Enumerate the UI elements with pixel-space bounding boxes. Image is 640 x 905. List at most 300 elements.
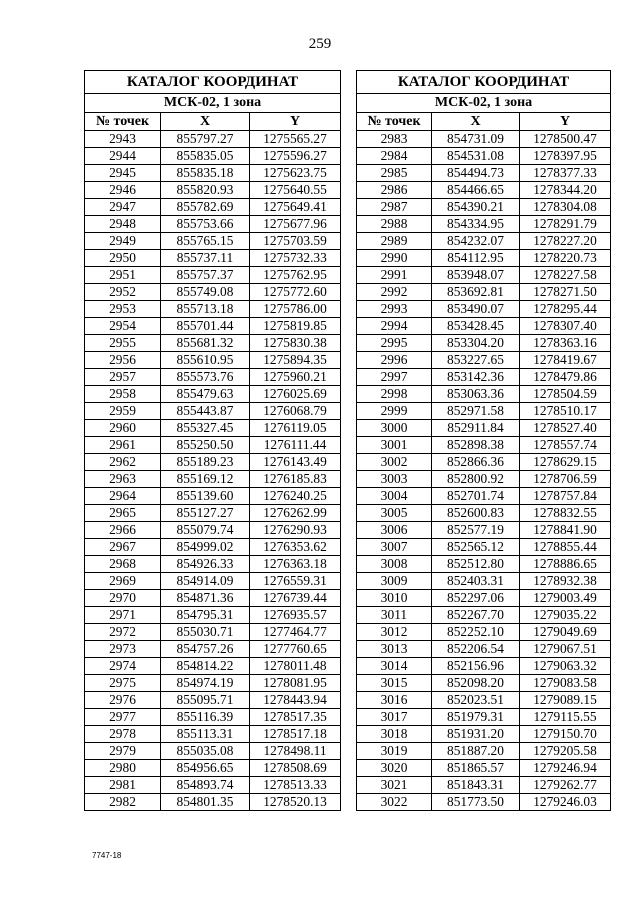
point-number-cell: 3002 <box>357 454 432 471</box>
x-coordinate-cell: 852701.74 <box>432 488 520 505</box>
point-number-cell: 2955 <box>85 335 161 352</box>
y-coordinate-cell: 1279063.32 <box>520 658 611 675</box>
y-coordinate-cell: 1276363.18 <box>250 556 341 573</box>
point-number-cell: 2956 <box>85 352 161 369</box>
x-coordinate-cell: 855095.71 <box>161 692 250 709</box>
point-number-cell: 3001 <box>357 437 432 454</box>
x-coordinate-cell: 855713.18 <box>161 301 250 318</box>
x-coordinate-cell: 852577.19 <box>432 522 520 539</box>
y-coordinate-cell: 1276068.79 <box>250 403 341 420</box>
coordinate-catalog-table-right <box>356 70 611 811</box>
table-row <box>85 726 341 743</box>
x-coordinate-cell: 854466.65 <box>432 182 520 199</box>
x-coordinate-cell: 855030.71 <box>161 624 250 641</box>
x-coordinate-cell: 855820.93 <box>161 182 250 199</box>
point-number-cell: 2980 <box>85 760 161 777</box>
table-row <box>357 471 611 488</box>
table-row <box>85 539 341 556</box>
table-row <box>357 454 611 471</box>
y-coordinate-cell: 1279035.22 <box>520 607 611 624</box>
y-coordinate-cell: 1278527.40 <box>520 420 611 437</box>
point-number-cell: 2969 <box>85 573 161 590</box>
table-row <box>357 522 611 539</box>
point-number-cell: 2979 <box>85 743 161 760</box>
point-number-cell: 2993 <box>357 301 432 318</box>
y-coordinate-cell: 1278508.69 <box>250 760 341 777</box>
x-coordinate-cell: 852156.96 <box>432 658 520 675</box>
y-coordinate-cell: 1279246.94 <box>520 760 611 777</box>
x-coordinate-cell: 855079.74 <box>161 522 250 539</box>
table-row <box>357 505 611 522</box>
table-row <box>357 131 611 148</box>
table-row <box>357 369 611 386</box>
y-coordinate-cell: 1275565.27 <box>250 131 341 148</box>
y-coordinate-cell: 1278932.38 <box>520 573 611 590</box>
table-row <box>357 743 611 760</box>
point-number-cell: 2965 <box>85 505 161 522</box>
point-number-cell: 3020 <box>357 760 432 777</box>
table-row <box>85 573 341 590</box>
table-row <box>85 794 341 811</box>
y-coordinate-cell: 1278855.44 <box>520 539 611 556</box>
y-coordinate-cell: 1278479.86 <box>520 369 611 386</box>
y-coordinate-cell: 1278307.40 <box>520 318 611 335</box>
table-row <box>357 182 611 199</box>
point-number-cell: 2959 <box>85 403 161 420</box>
x-coordinate-cell: 852600.83 <box>432 505 520 522</box>
y-coordinate-cell: 1275649.41 <box>250 199 341 216</box>
point-number-cell: 2973 <box>85 641 161 658</box>
y-coordinate-cell: 1275596.27 <box>250 148 341 165</box>
point-number-cell: 2983 <box>357 131 432 148</box>
y-coordinate-cell: 1275703.59 <box>250 233 341 250</box>
x-coordinate-cell: 851979.31 <box>432 709 520 726</box>
y-coordinate-cell: 1275677.96 <box>250 216 341 233</box>
x-coordinate-cell: 851887.20 <box>432 743 520 760</box>
page-number: 259 <box>308 36 332 52</box>
table-row <box>85 369 341 386</box>
point-number-cell: 3003 <box>357 471 432 488</box>
x-coordinate-cell: 855765.15 <box>161 233 250 250</box>
y-coordinate-cell: 1279262.77 <box>520 777 611 794</box>
column-header-y: Y <box>520 113 611 131</box>
x-coordinate-cell: 851931.20 <box>432 726 520 743</box>
table-row <box>357 267 611 284</box>
table-row <box>357 760 611 777</box>
point-number-cell: 2958 <box>85 386 161 403</box>
table-row <box>85 250 341 267</box>
y-coordinate-cell: 1279003.49 <box>520 590 611 607</box>
y-coordinate-cell: 1275772.60 <box>250 284 341 301</box>
table-row <box>357 692 611 709</box>
table-row <box>85 233 341 250</box>
point-number-cell: 2953 <box>85 301 161 318</box>
x-coordinate-cell: 854795.31 <box>161 607 250 624</box>
point-number-cell: 2998 <box>357 386 432 403</box>
point-number-cell: 2952 <box>85 284 161 301</box>
table-row <box>85 165 341 182</box>
table-row <box>357 352 611 369</box>
y-coordinate-cell: 1276119.05 <box>250 420 341 437</box>
y-coordinate-cell: 1278304.08 <box>520 199 611 216</box>
y-coordinate-cell: 1275762.95 <box>250 267 341 284</box>
x-coordinate-cell: 855035.08 <box>161 743 250 760</box>
x-coordinate-cell: 855250.50 <box>161 437 250 454</box>
point-number-cell: 2948 <box>85 216 161 233</box>
y-coordinate-cell: 1276111.44 <box>250 437 341 454</box>
point-number-cell: 2996 <box>357 352 432 369</box>
catalog-subtitle: МСК-02, 1 зона <box>85 94 341 113</box>
x-coordinate-cell: 855573.76 <box>161 369 250 386</box>
point-number-cell: 2986 <box>357 182 432 199</box>
table-row <box>357 539 611 556</box>
point-number-cell: 3014 <box>357 658 432 675</box>
point-number-cell: 2970 <box>85 590 161 607</box>
point-number-cell: 3012 <box>357 624 432 641</box>
x-coordinate-cell: 853227.65 <box>432 352 520 369</box>
x-coordinate-cell: 854390.21 <box>432 199 520 216</box>
x-coordinate-cell: 855610.95 <box>161 352 250 369</box>
x-coordinate-cell: 855835.05 <box>161 148 250 165</box>
table-row <box>357 658 611 675</box>
y-coordinate-cell: 1278706.59 <box>520 471 611 488</box>
y-coordinate-cell: 1275786.00 <box>250 301 341 318</box>
y-coordinate-cell: 1279205.58 <box>520 743 611 760</box>
x-coordinate-cell: 854531.08 <box>432 148 520 165</box>
table-row <box>85 505 341 522</box>
point-number-cell: 3021 <box>357 777 432 794</box>
table-row <box>357 590 611 607</box>
y-coordinate-cell: 1275623.75 <box>250 165 341 182</box>
point-number-cell: 3017 <box>357 709 432 726</box>
point-number-cell: 2967 <box>85 539 161 556</box>
x-coordinate-cell: 854334.95 <box>432 216 520 233</box>
y-coordinate-cell: 1278498.11 <box>250 743 341 760</box>
x-coordinate-cell: 852403.31 <box>432 573 520 590</box>
table-row <box>357 403 611 420</box>
y-coordinate-cell: 1278517.35 <box>250 709 341 726</box>
point-number-cell: 2976 <box>85 692 161 709</box>
x-coordinate-cell: 855782.69 <box>161 199 250 216</box>
y-coordinate-cell: 1278886.65 <box>520 556 611 573</box>
x-coordinate-cell: 854956.65 <box>161 760 250 777</box>
table-row <box>85 335 341 352</box>
point-number-cell: 3011 <box>357 607 432 624</box>
point-number-cell: 2944 <box>85 148 161 165</box>
y-coordinate-cell: 1275640.55 <box>250 182 341 199</box>
table-row <box>85 386 341 403</box>
y-coordinate-cell: 1278344.20 <box>520 182 611 199</box>
table-row <box>357 675 611 692</box>
x-coordinate-cell: 852023.51 <box>432 692 520 709</box>
x-coordinate-cell: 855116.39 <box>161 709 250 726</box>
point-number-cell: 2962 <box>85 454 161 471</box>
x-coordinate-cell: 855327.45 <box>161 420 250 437</box>
table-row <box>357 573 611 590</box>
column-header-point-number: № точек <box>85 113 161 131</box>
table-row <box>85 199 341 216</box>
x-coordinate-cell: 854112.95 <box>432 250 520 267</box>
point-number-cell: 2982 <box>85 794 161 811</box>
x-coordinate-cell: 855757.37 <box>161 267 250 284</box>
column-header-y: Y <box>250 113 341 131</box>
point-number-cell: 3004 <box>357 488 432 505</box>
point-number-cell: 2951 <box>85 267 161 284</box>
table-row <box>357 199 611 216</box>
point-number-cell: 3008 <box>357 556 432 573</box>
table-row <box>357 624 611 641</box>
x-coordinate-cell: 855139.60 <box>161 488 250 505</box>
table-row <box>85 471 341 488</box>
y-coordinate-cell: 1278363.16 <box>520 335 611 352</box>
point-number-cell: 3000 <box>357 420 432 437</box>
table-row <box>85 624 341 641</box>
y-coordinate-cell: 1276290.93 <box>250 522 341 539</box>
x-coordinate-cell: 855113.31 <box>161 726 250 743</box>
point-number-cell: 2949 <box>85 233 161 250</box>
table-row <box>357 165 611 182</box>
table-row <box>85 607 341 624</box>
y-coordinate-cell: 1278291.79 <box>520 216 611 233</box>
point-number-cell: 2984 <box>357 148 432 165</box>
point-number-cell: 3005 <box>357 505 432 522</box>
x-coordinate-cell: 854926.33 <box>161 556 250 573</box>
y-coordinate-cell: 1276739.44 <box>250 590 341 607</box>
x-coordinate-cell: 852866.36 <box>432 454 520 471</box>
y-coordinate-cell: 1278377.33 <box>520 165 611 182</box>
table-row <box>85 777 341 794</box>
point-number-cell: 2954 <box>85 318 161 335</box>
table-row <box>85 454 341 471</box>
point-number-cell: 2972 <box>85 624 161 641</box>
table-row <box>85 488 341 505</box>
table-row <box>357 726 611 743</box>
x-coordinate-cell: 853142.36 <box>432 369 520 386</box>
table-body-left <box>85 131 341 811</box>
y-coordinate-cell: 1278510.17 <box>520 403 611 420</box>
y-coordinate-cell: 1278517.18 <box>250 726 341 743</box>
x-coordinate-cell: 855737.11 <box>161 250 250 267</box>
x-coordinate-cell: 852512.80 <box>432 556 520 573</box>
x-coordinate-cell: 852898.38 <box>432 437 520 454</box>
y-coordinate-cell: 1279067.51 <box>520 641 611 658</box>
point-number-cell: 2987 <box>357 199 432 216</box>
y-coordinate-cell: 1278271.50 <box>520 284 611 301</box>
table-row <box>357 386 611 403</box>
table-row <box>357 250 611 267</box>
table-row <box>85 267 341 284</box>
point-number-cell: 3022 <box>357 794 432 811</box>
point-number-cell: 2968 <box>85 556 161 573</box>
x-coordinate-cell: 852098.20 <box>432 675 520 692</box>
table-row <box>357 148 611 165</box>
point-number-cell: 2945 <box>85 165 161 182</box>
y-coordinate-cell: 1276185.83 <box>250 471 341 488</box>
table-row <box>357 335 611 352</box>
x-coordinate-cell: 852267.70 <box>432 607 520 624</box>
y-coordinate-cell: 1278011.48 <box>250 658 341 675</box>
y-coordinate-cell: 1276935.57 <box>250 607 341 624</box>
y-coordinate-cell: 1278227.58 <box>520 267 611 284</box>
y-coordinate-cell: 1278513.33 <box>250 777 341 794</box>
x-coordinate-cell: 854757.26 <box>161 641 250 658</box>
x-coordinate-cell: 854893.74 <box>161 777 250 794</box>
table-row <box>85 556 341 573</box>
point-number-cell: 2990 <box>357 250 432 267</box>
y-coordinate-cell: 1278081.95 <box>250 675 341 692</box>
catalog-subtitle: МСК-02, 1 зона <box>357 94 611 113</box>
y-coordinate-cell: 1278220.73 <box>520 250 611 267</box>
catalog-title: КАТАЛОГ КООРДИНАТ <box>85 71 341 94</box>
x-coordinate-cell: 854914.09 <box>161 573 250 590</box>
point-number-cell: 2960 <box>85 420 161 437</box>
point-number-cell: 2950 <box>85 250 161 267</box>
column-header-x: X <box>432 113 520 131</box>
point-number-cell: 3013 <box>357 641 432 658</box>
y-coordinate-cell: 1275894.35 <box>250 352 341 369</box>
table-row <box>85 318 341 335</box>
point-number-cell: 3007 <box>357 539 432 556</box>
table-row <box>85 182 341 199</box>
point-number-cell: 2989 <box>357 233 432 250</box>
table-row <box>357 794 611 811</box>
y-coordinate-cell: 1278557.74 <box>520 437 611 454</box>
x-coordinate-cell: 855169.12 <box>161 471 250 488</box>
y-coordinate-cell: 1275819.85 <box>250 318 341 335</box>
point-number-cell: 2978 <box>85 726 161 743</box>
y-coordinate-cell: 1276143.49 <box>250 454 341 471</box>
table-row <box>357 284 611 301</box>
y-coordinate-cell: 1278629.15 <box>520 454 611 471</box>
y-coordinate-cell: 1279246.03 <box>520 794 611 811</box>
y-coordinate-cell: 1278500.47 <box>520 131 611 148</box>
x-coordinate-cell: 854974.19 <box>161 675 250 692</box>
x-coordinate-cell: 851843.31 <box>432 777 520 794</box>
point-number-cell: 2981 <box>85 777 161 794</box>
point-number-cell: 2961 <box>85 437 161 454</box>
point-number-cell: 3009 <box>357 573 432 590</box>
point-number-cell: 2943 <box>85 131 161 148</box>
point-number-cell: 2997 <box>357 369 432 386</box>
x-coordinate-cell: 854494.73 <box>432 165 520 182</box>
x-coordinate-cell: 852911.84 <box>432 420 520 437</box>
y-coordinate-cell: 1276353.62 <box>250 539 341 556</box>
x-coordinate-cell: 855835.18 <box>161 165 250 182</box>
y-coordinate-cell: 1279089.15 <box>520 692 611 709</box>
x-coordinate-cell: 855749.08 <box>161 284 250 301</box>
table-body-right <box>357 131 611 811</box>
point-number-cell: 2992 <box>357 284 432 301</box>
table-row <box>357 556 611 573</box>
table-row <box>357 301 611 318</box>
table-row <box>357 216 611 233</box>
point-number-cell: 3015 <box>357 675 432 692</box>
point-number-cell: 3018 <box>357 726 432 743</box>
y-coordinate-cell: 1275960.21 <box>250 369 341 386</box>
point-number-cell: 2999 <box>357 403 432 420</box>
table-row <box>85 437 341 454</box>
column-header-x: X <box>161 113 250 131</box>
y-coordinate-cell: 1278227.20 <box>520 233 611 250</box>
x-coordinate-cell: 852206.54 <box>432 641 520 658</box>
point-number-cell: 3010 <box>357 590 432 607</box>
x-coordinate-cell: 853428.45 <box>432 318 520 335</box>
x-coordinate-cell: 854232.07 <box>432 233 520 250</box>
x-coordinate-cell: 852800.92 <box>432 471 520 488</box>
x-coordinate-cell: 855701.44 <box>161 318 250 335</box>
y-coordinate-cell: 1277760.65 <box>250 641 341 658</box>
table-row <box>357 233 611 250</box>
x-coordinate-cell: 855443.87 <box>161 403 250 420</box>
table-row <box>85 216 341 233</box>
x-coordinate-cell: 855681.32 <box>161 335 250 352</box>
x-coordinate-cell: 855797.27 <box>161 131 250 148</box>
x-coordinate-cell: 852971.58 <box>432 403 520 420</box>
point-number-cell: 2966 <box>85 522 161 539</box>
table-row <box>357 607 611 624</box>
y-coordinate-cell: 1279150.70 <box>520 726 611 743</box>
x-coordinate-cell: 853490.07 <box>432 301 520 318</box>
table-row <box>85 743 341 760</box>
table-row <box>85 522 341 539</box>
point-number-cell: 2975 <box>85 675 161 692</box>
table-row <box>357 437 611 454</box>
table-row <box>85 301 341 318</box>
table-row <box>357 318 611 335</box>
x-coordinate-cell: 852252.10 <box>432 624 520 641</box>
x-coordinate-cell: 855479.63 <box>161 386 250 403</box>
table-row <box>85 760 341 777</box>
table-row <box>85 148 341 165</box>
y-coordinate-cell: 1278419.67 <box>520 352 611 369</box>
table-row <box>357 420 611 437</box>
table-row <box>85 403 341 420</box>
point-number-cell: 2977 <box>85 709 161 726</box>
point-number-cell: 2988 <box>357 216 432 233</box>
x-coordinate-cell: 851865.57 <box>432 760 520 777</box>
y-coordinate-cell: 1275830.38 <box>250 335 341 352</box>
table-row <box>357 641 611 658</box>
x-coordinate-cell: 855127.27 <box>161 505 250 522</box>
point-number-cell: 2947 <box>85 199 161 216</box>
point-number-cell: 2957 <box>85 369 161 386</box>
point-number-cell: 2946 <box>85 182 161 199</box>
x-coordinate-cell: 851773.50 <box>432 794 520 811</box>
y-coordinate-cell: 1278443.94 <box>250 692 341 709</box>
y-coordinate-cell: 1278295.44 <box>520 301 611 318</box>
footer-code: 7747-18 <box>92 851 122 860</box>
point-number-cell: 3019 <box>357 743 432 760</box>
y-coordinate-cell: 1276025.69 <box>250 386 341 403</box>
x-coordinate-cell: 855753.66 <box>161 216 250 233</box>
y-coordinate-cell: 1278841.90 <box>520 522 611 539</box>
y-coordinate-cell: 1279115.55 <box>520 709 611 726</box>
catalog-title: КАТАЛОГ КООРДИНАТ <box>357 71 611 94</box>
point-number-cell: 2974 <box>85 658 161 675</box>
point-number-cell: 2985 <box>357 165 432 182</box>
table-row <box>85 675 341 692</box>
coordinate-catalog-table-left <box>84 70 341 811</box>
table-row <box>85 692 341 709</box>
x-coordinate-cell: 854999.02 <box>161 539 250 556</box>
y-coordinate-cell: 1279049.69 <box>520 624 611 641</box>
y-coordinate-cell: 1278520.13 <box>250 794 341 811</box>
table-row <box>357 777 611 794</box>
table-row <box>85 131 341 148</box>
x-coordinate-cell: 854731.09 <box>432 131 520 148</box>
table-row <box>85 709 341 726</box>
x-coordinate-cell: 855189.23 <box>161 454 250 471</box>
